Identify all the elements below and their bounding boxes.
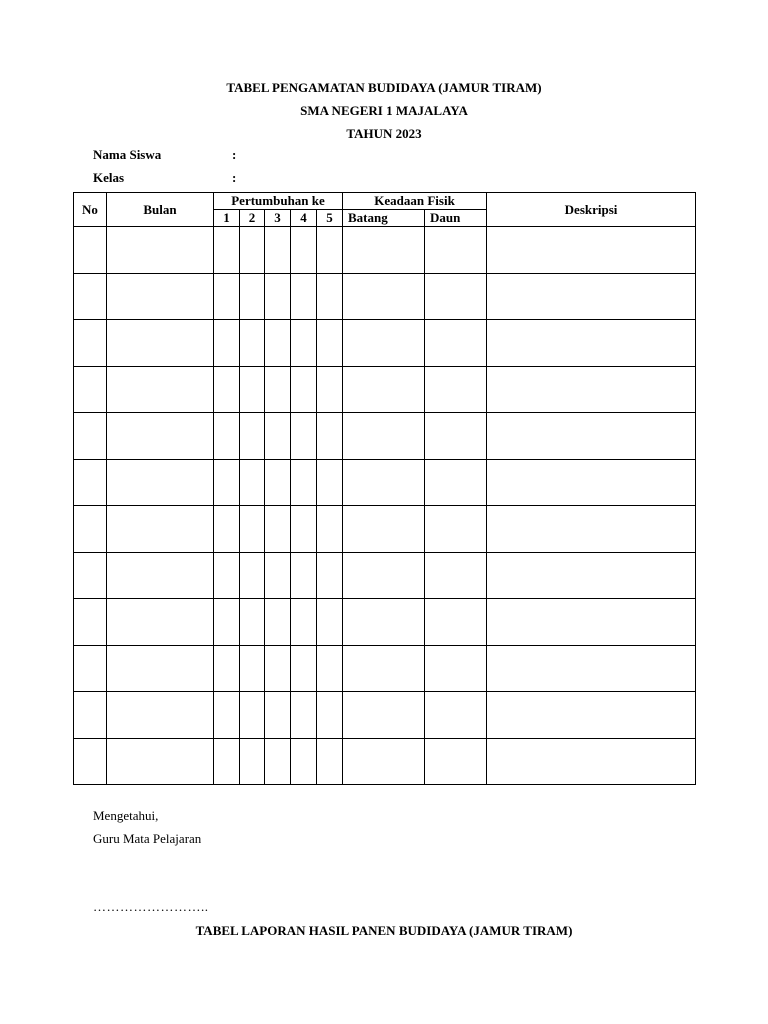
deskripsi-cell[interactable] <box>487 645 696 692</box>
bulan-cell[interactable] <box>107 645 214 692</box>
no-cell[interactable] <box>74 459 107 506</box>
header-keadaan-fisik: Keadaan Fisik <box>343 193 487 210</box>
pertumbuhan-3-cell[interactable] <box>265 645 291 692</box>
header-pertumbuhan-1: 1 <box>214 210 240 227</box>
batang-cell[interactable] <box>343 506 425 553</box>
observation-table <box>73 192 696 785</box>
pertumbuhan-2-cell[interactable] <box>240 552 265 599</box>
batang-cell[interactable] <box>343 692 425 739</box>
table-row <box>74 227 696 274</box>
deskripsi-cell[interactable] <box>487 506 696 553</box>
pertumbuhan-1-cell[interactable] <box>214 506 240 553</box>
deskripsi-cell[interactable] <box>487 738 696 785</box>
batang-cell[interactable] <box>343 227 425 274</box>
bulan-cell[interactable] <box>107 366 214 413</box>
table-row <box>74 692 696 739</box>
header-batang: Batang <box>343 210 425 227</box>
no-cell[interactable] <box>74 227 107 274</box>
table-row <box>74 366 696 413</box>
no-cell[interactable] <box>74 273 107 320</box>
pertumbuhan-3-cell[interactable] <box>265 738 291 785</box>
bulan-cell[interactable] <box>107 738 214 785</box>
pertumbuhan-1-cell[interactable] <box>214 645 240 692</box>
pertumbuhan-5-cell[interactable] <box>317 645 343 692</box>
deskripsi-cell[interactable] <box>487 273 696 320</box>
pertumbuhan-4-cell[interactable] <box>291 692 317 739</box>
pertumbuhan-4-cell[interactable] <box>291 599 317 646</box>
table-row <box>74 738 696 785</box>
deskripsi-cell[interactable] <box>487 366 696 413</box>
kelas-colon: : <box>232 170 237 185</box>
pertumbuhan-5-cell[interactable] <box>317 273 343 320</box>
table-row <box>74 273 696 320</box>
batang-cell[interactable] <box>343 273 425 320</box>
no-cell[interactable] <box>74 413 107 460</box>
pertumbuhan-1-cell[interactable] <box>214 227 240 274</box>
deskripsi-cell[interactable] <box>487 599 696 646</box>
no-cell[interactable] <box>74 506 107 553</box>
no-cell[interactable] <box>74 320 107 367</box>
batang-cell[interactable] <box>343 413 425 460</box>
school-name: SMA NEGERI 1 MAJALAYA <box>300 103 468 118</box>
daun-cell[interactable] <box>425 506 487 553</box>
header-no: No <box>74 193 107 227</box>
pertumbuhan-5-cell[interactable] <box>317 413 343 460</box>
nama-siswa-field <box>93 147 236 163</box>
pertumbuhan-4-cell[interactable] <box>291 459 317 506</box>
pertumbuhan-3-cell[interactable] <box>265 552 291 599</box>
pertumbuhan-3-cell[interactable] <box>265 459 291 506</box>
deskripsi-cell[interactable] <box>487 413 696 460</box>
table-row <box>74 506 696 553</box>
pertumbuhan-4-cell[interactable] <box>291 738 317 785</box>
header-deskripsi: Deskripsi <box>487 193 696 227</box>
daun-cell[interactable] <box>425 599 487 646</box>
pertumbuhan-5-cell[interactable] <box>317 552 343 599</box>
bulan-cell[interactable] <box>107 552 214 599</box>
pertumbuhan-2-cell[interactable] <box>240 738 265 785</box>
bulan-cell[interactable] <box>107 273 214 320</box>
batang-cell[interactable] <box>343 645 425 692</box>
table-row <box>74 413 696 460</box>
year-label: TAHUN 2023 <box>346 126 422 141</box>
pertumbuhan-1-cell[interactable] <box>214 599 240 646</box>
no-cell[interactable] <box>74 552 107 599</box>
pertumbuhan-1-cell[interactable] <box>214 366 240 413</box>
document-title: TABEL PENGAMATAN BUDIDAYA (JAMUR TIRAM) <box>226 80 542 95</box>
pertumbuhan-2-cell[interactable] <box>240 320 265 367</box>
pertumbuhan-5-cell[interactable] <box>317 599 343 646</box>
pertumbuhan-3-cell[interactable] <box>265 366 291 413</box>
batang-cell[interactable] <box>343 320 425 367</box>
daun-cell[interactable] <box>425 227 487 274</box>
pertumbuhan-3-cell[interactable] <box>265 413 291 460</box>
pertumbuhan-4-cell[interactable] <box>291 645 317 692</box>
batang-cell[interactable] <box>343 599 425 646</box>
pertumbuhan-1-cell[interactable] <box>214 692 240 739</box>
pertumbuhan-3-cell[interactable] <box>265 506 291 553</box>
pertumbuhan-5-cell[interactable] <box>317 506 343 553</box>
pertumbuhan-4-cell[interactable] <box>291 320 317 367</box>
header-bulan: Bulan <box>107 193 214 227</box>
bulan-cell[interactable] <box>107 320 214 367</box>
daun-cell[interactable] <box>425 366 487 413</box>
bulan-cell[interactable] <box>107 506 214 553</box>
pertumbuhan-2-cell[interactable] <box>240 599 265 646</box>
bulan-cell[interactable] <box>107 459 214 506</box>
pertumbuhan-2-cell[interactable] <box>240 506 265 553</box>
pertumbuhan-5-cell[interactable] <box>317 366 343 413</box>
daun-cell[interactable] <box>425 738 487 785</box>
pertumbuhan-4-cell[interactable] <box>291 227 317 274</box>
pertumbuhan-3-cell[interactable] <box>265 227 291 274</box>
bulan-cell[interactable] <box>107 413 214 460</box>
next-table-title: TABEL LAPORAN HASIL PANEN BUDIDAYA (JAMUR TIRAM) <box>195 923 573 938</box>
pertumbuhan-4-cell[interactable] <box>291 506 317 553</box>
pertumbuhan-3-cell[interactable] <box>265 320 291 367</box>
pertumbuhan-4-cell[interactable] <box>291 552 317 599</box>
kelas-label: Kelas <box>93 170 125 185</box>
pertumbuhan-1-cell[interactable] <box>214 459 240 506</box>
table-row <box>74 459 696 506</box>
no-cell[interactable] <box>74 645 107 692</box>
deskripsi-cell[interactable] <box>487 320 696 367</box>
daun-cell[interactable] <box>425 413 487 460</box>
no-cell[interactable] <box>74 366 107 413</box>
pertumbuhan-3-cell[interactable] <box>265 599 291 646</box>
pertumbuhan-2-cell[interactable] <box>240 692 265 739</box>
mengetahui-label: Mengetahui, <box>93 808 159 823</box>
pertumbuhan-3-cell[interactable] <box>265 273 291 320</box>
header-daun: Daun <box>425 210 487 227</box>
pertumbuhan-2-cell[interactable] <box>240 413 265 460</box>
daun-cell[interactable] <box>425 692 487 739</box>
no-cell[interactable] <box>74 692 107 739</box>
header-pertumbuhan-2: 2 <box>240 210 265 227</box>
daun-cell[interactable] <box>425 273 487 320</box>
pertumbuhan-5-cell[interactable] <box>317 738 343 785</box>
batang-cell[interactable] <box>343 459 425 506</box>
pertumbuhan-2-cell[interactable] <box>240 227 265 274</box>
no-cell[interactable] <box>74 738 107 785</box>
bulan-cell[interactable] <box>107 599 214 646</box>
nama-siswa-label: Nama Siswa <box>93 147 162 162</box>
signature-line: …………………….. <box>93 899 209 914</box>
header-pertumbuhan: Pertumbuhan ke <box>214 193 343 210</box>
pertumbuhan-5-cell[interactable] <box>317 227 343 274</box>
daun-cell[interactable] <box>425 459 487 506</box>
pertumbuhan-5-cell[interactable] <box>317 692 343 739</box>
table-row <box>74 320 696 367</box>
daun-cell[interactable] <box>425 645 487 692</box>
table-row <box>74 552 696 599</box>
daun-cell[interactable] <box>425 320 487 367</box>
observation-table-body <box>74 227 696 785</box>
pertumbuhan-1-cell[interactable] <box>214 273 240 320</box>
pertumbuhan-4-cell[interactable] <box>291 366 317 413</box>
pertumbuhan-2-cell[interactable] <box>240 273 265 320</box>
deskripsi-cell[interactable] <box>487 459 696 506</box>
bulan-cell[interactable] <box>107 227 214 274</box>
header-pertumbuhan-5: 5 <box>317 210 343 227</box>
nama-siswa-colon: : <box>232 147 237 162</box>
bulan-cell[interactable] <box>107 692 214 739</box>
header-pertumbuhan-4: 4 <box>291 210 317 227</box>
pertumbuhan-2-cell[interactable] <box>240 366 265 413</box>
table-row <box>74 599 696 646</box>
kelas-field <box>93 170 236 186</box>
header-pertumbuhan-3: 3 <box>265 210 291 227</box>
batang-cell[interactable] <box>343 552 425 599</box>
pertumbuhan-1-cell[interactable] <box>214 413 240 460</box>
no-cell[interactable] <box>74 599 107 646</box>
pertumbuhan-3-cell[interactable] <box>265 692 291 739</box>
guru-label: Guru Mata Pelajaran <box>93 831 202 846</box>
pertumbuhan-4-cell[interactable] <box>291 273 317 320</box>
pertumbuhan-2-cell[interactable] <box>240 645 265 692</box>
pertumbuhan-5-cell[interactable] <box>317 459 343 506</box>
deskripsi-cell[interactable] <box>487 227 696 274</box>
pertumbuhan-1-cell[interactable] <box>214 738 240 785</box>
table-row <box>74 645 696 692</box>
pertumbuhan-1-cell[interactable] <box>214 552 240 599</box>
deskripsi-cell[interactable] <box>487 552 696 599</box>
deskripsi-cell[interactable] <box>487 692 696 739</box>
pertumbuhan-4-cell[interactable] <box>291 413 317 460</box>
pertumbuhan-1-cell[interactable] <box>214 320 240 367</box>
batang-cell[interactable] <box>343 738 425 785</box>
daun-cell[interactable] <box>425 552 487 599</box>
pertumbuhan-2-cell[interactable] <box>240 459 265 506</box>
batang-cell[interactable] <box>343 366 425 413</box>
pertumbuhan-5-cell[interactable] <box>317 320 343 367</box>
